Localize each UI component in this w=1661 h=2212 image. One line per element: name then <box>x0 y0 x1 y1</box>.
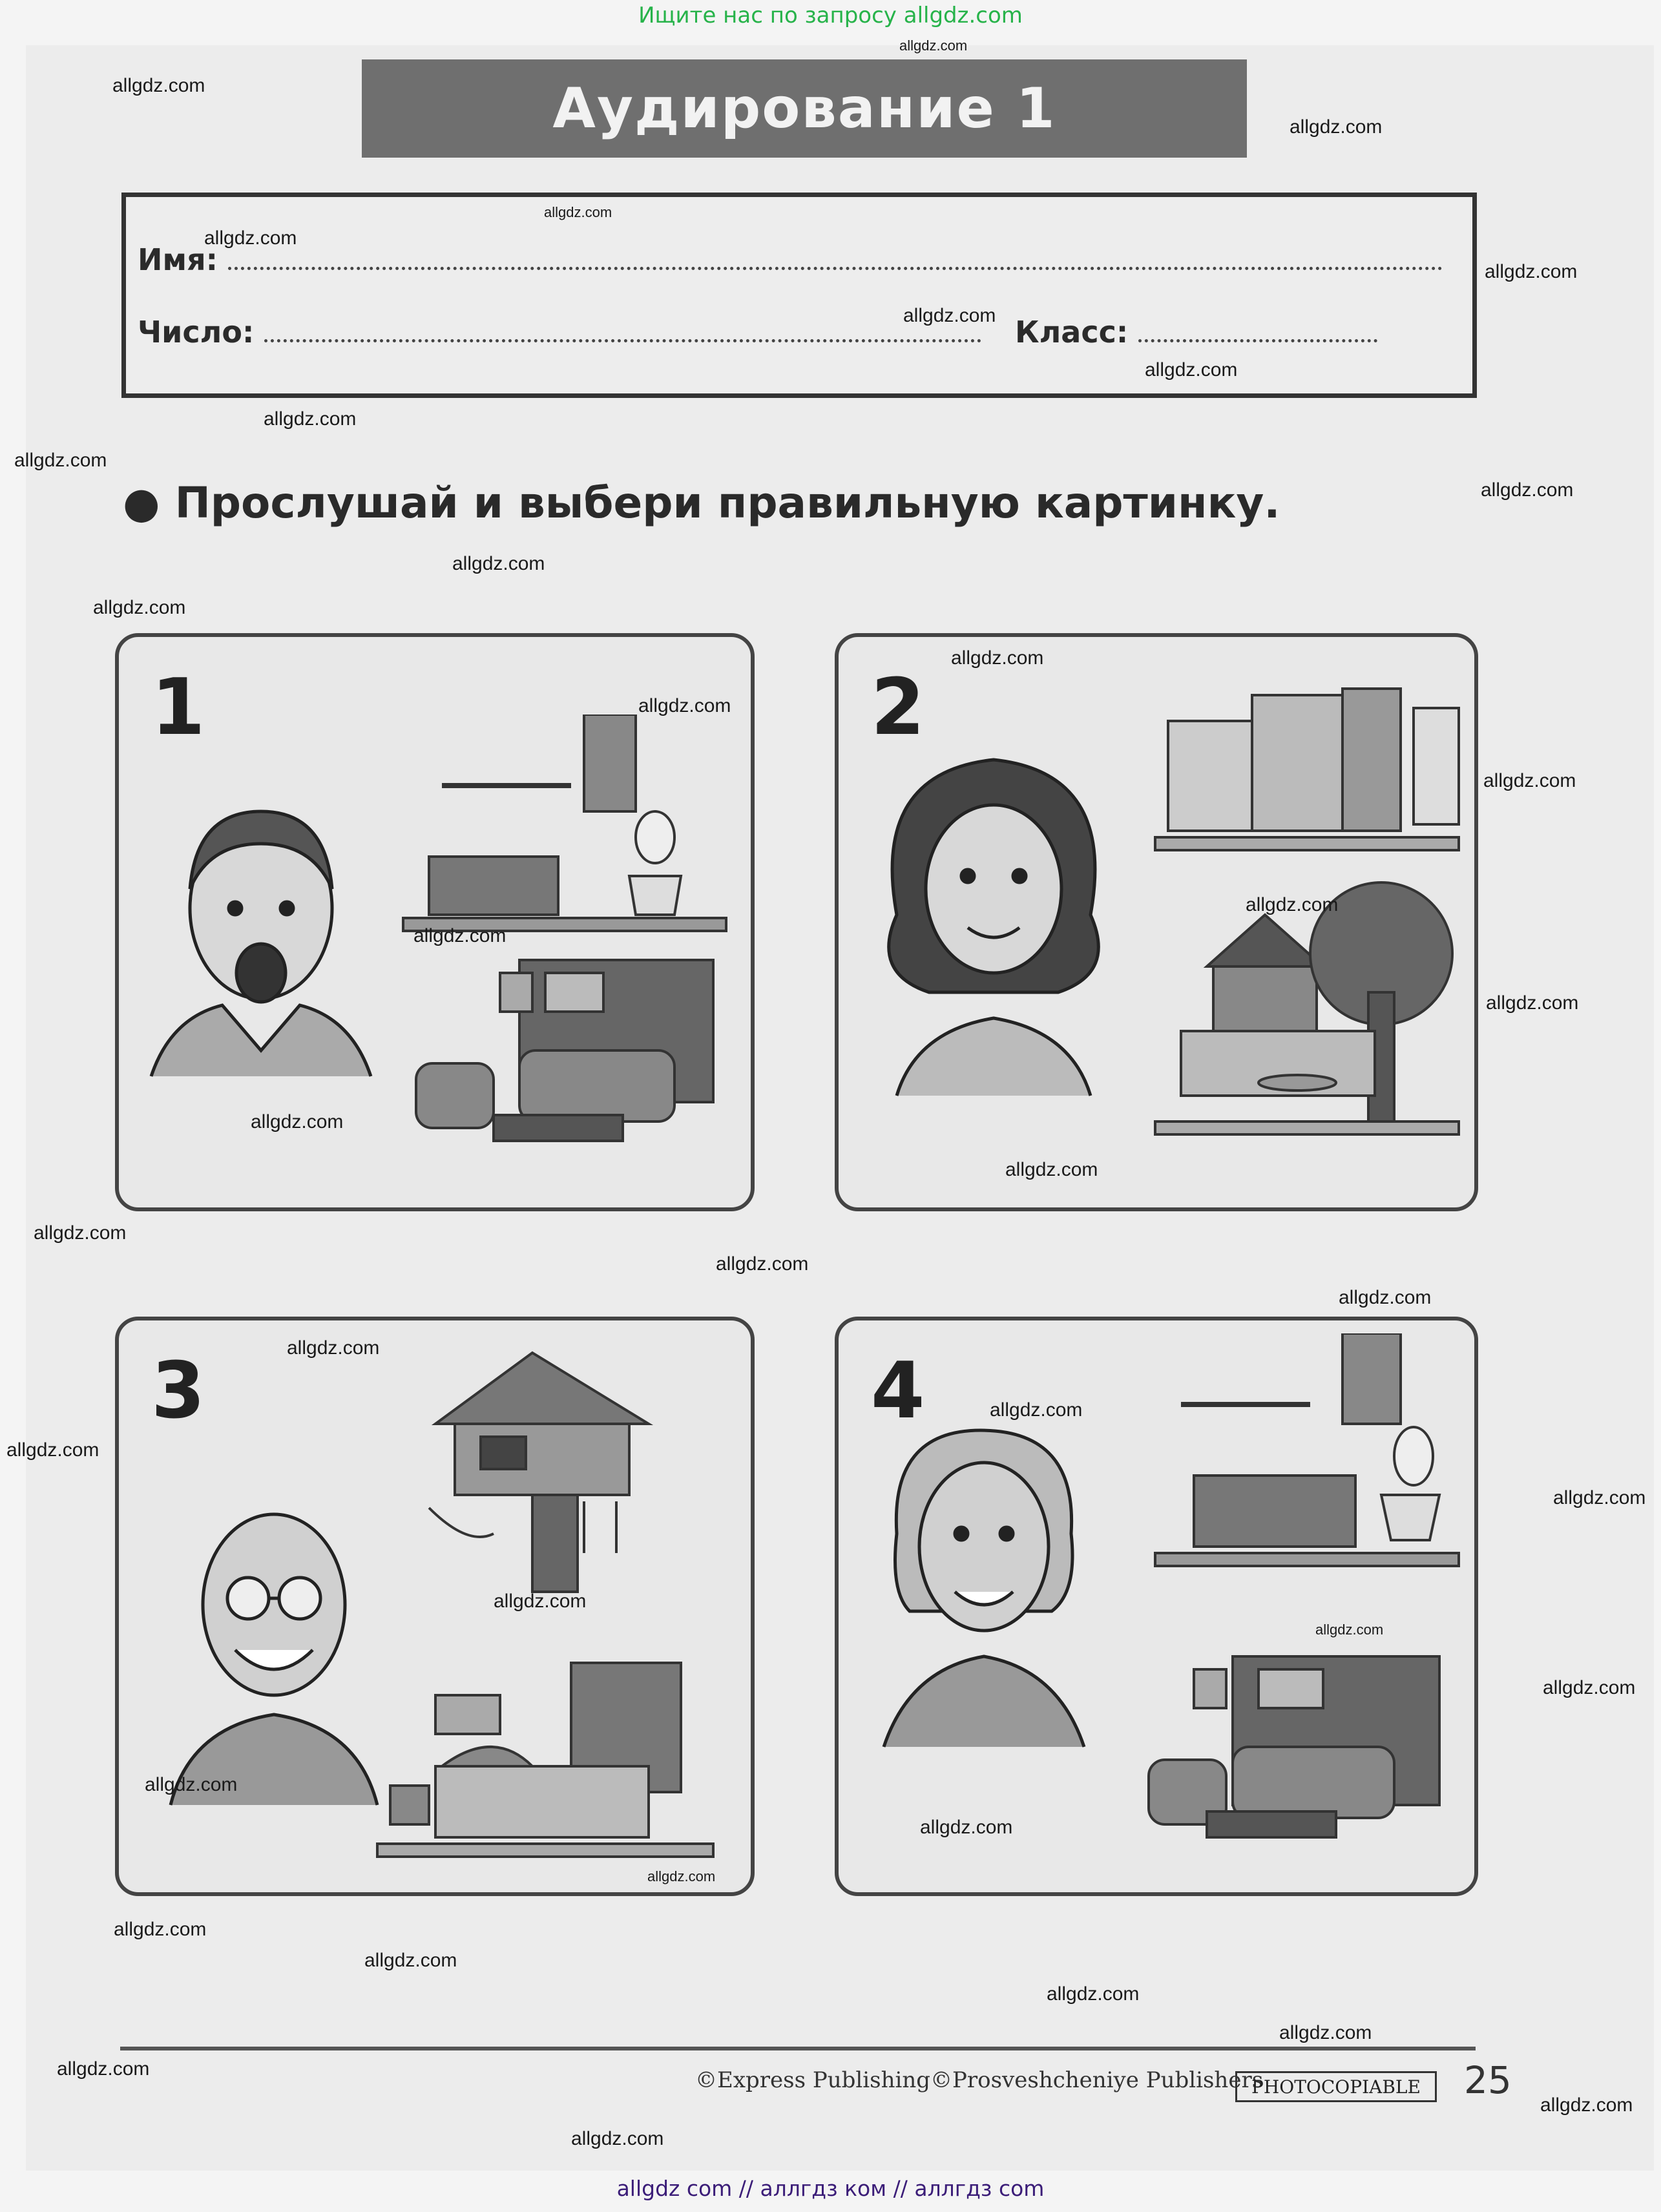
watermark: allgdz.com <box>1246 894 1339 915</box>
watermark: allgdz.com <box>1553 1487 1646 1508</box>
watermark: allgdz.com <box>990 1399 1083 1421</box>
watermark: allgdz.com <box>145 1774 238 1795</box>
watermark: allgdz.com <box>1540 2094 1633 2116</box>
name-label: Имя: <box>138 242 218 277</box>
card-number: 4 <box>871 1346 925 1436</box>
top-banner-link[interactable]: Ищите нас по запросу allgdz.com <box>638 3 1023 28</box>
publisher-credit-1: ©Express Publishing <box>695 2067 931 2093</box>
picture-card-3[interactable] <box>115 1317 755 1896</box>
watermark: allgdz.com <box>93 597 186 618</box>
picture-card-4[interactable] <box>835 1317 1478 1896</box>
watermark: allgdz.com <box>1145 359 1238 381</box>
page-number: 25 <box>1464 2058 1512 2102</box>
photocopiable-badge: PHOTOCOPIABLE <box>1235 2071 1437 2102</box>
watermark: allgdz.com <box>1315 1622 1384 1638</box>
kitchen-icon <box>1155 689 1459 850</box>
watermark: allgdz.com <box>14 450 107 471</box>
watermark: allgdz.com <box>544 204 612 220</box>
watermark: allgdz.com <box>1339 1287 1432 1308</box>
watermark: allgdz.com <box>1485 261 1578 282</box>
card-number: 3 <box>151 1346 205 1436</box>
watermark: allgdz.com <box>6 1439 99 1461</box>
picture-card-1[interactable] <box>115 633 755 1211</box>
class-field <box>1015 315 1377 350</box>
date-label: Число: <box>138 315 255 350</box>
publisher-credit-2: ©Prosveshcheniye Publishers <box>930 2067 1264 2093</box>
watermark: allgdz.com <box>1005 1159 1098 1180</box>
garden-house-icon <box>1155 882 1459 1134</box>
watermark: allgdz.com <box>251 1111 344 1132</box>
grandfather-treehouse-bedroom-illustration <box>132 1340 746 1889</box>
watermark: allgdz.com <box>452 553 545 574</box>
watermark: allgdz.com <box>114 1919 207 1940</box>
watermark: allgdz.com <box>920 1817 1013 1838</box>
watermark: allgdz.com <box>1290 116 1383 138</box>
class-line <box>1138 339 1377 342</box>
woman-face-icon <box>889 760 1099 1096</box>
watermark: allgdz.com <box>112 75 205 96</box>
name-field <box>138 242 1443 277</box>
watermark: allgdz.com <box>638 695 731 716</box>
student-info-box <box>121 193 1477 398</box>
man-face-icon <box>151 811 371 1076</box>
name-line <box>228 267 1443 270</box>
watermark: allgdz.com <box>287 1337 380 1359</box>
watermark: allgdz.com <box>1486 992 1579 1014</box>
watermark: allgdz.com <box>903 305 996 326</box>
watermark: allgdz.com <box>494 1591 587 1612</box>
watermark: allgdz.com <box>413 925 507 946</box>
bottom-links[interactable]: allgdz com // аллгдз ком // аллгдз com <box>616 2176 1045 2201</box>
card-number: 1 <box>151 663 205 753</box>
living-room-icon <box>1149 1656 1439 1837</box>
watermark: allgdz.com <box>204 227 297 249</box>
page-title: Аудирование 1 <box>362 59 1247 158</box>
footer-rule <box>120 2047 1476 2050</box>
instruction-text: ● Прослушай и выбери правильную картинку. <box>123 478 1280 528</box>
bathroom-icon <box>1155 1333 1459 1566</box>
watermark: allgdz.com <box>364 1950 457 1971</box>
watermark: allgdz.com <box>647 1868 716 1884</box>
card-number: 2 <box>871 663 925 753</box>
watermark: allgdz.com <box>716 1253 809 1275</box>
watermark: allgdz.com <box>1543 1677 1636 1698</box>
watermark: allgdz.com <box>899 37 968 54</box>
bathroom-icon <box>403 715 726 931</box>
treehouse-icon <box>429 1353 649 1592</box>
woman-kitchen-garden-illustration <box>845 669 1472 1205</box>
watermark: allgdz.com <box>1047 1983 1140 2005</box>
watermark: allgdz.com <box>34 1222 127 1244</box>
grandfather-face-icon <box>171 1514 377 1805</box>
date-line <box>264 339 981 342</box>
living-room-icon <box>416 960 713 1141</box>
watermark: allgdz.com <box>951 647 1044 669</box>
class-label: Класс: <box>1015 315 1129 350</box>
picture-card-2[interactable] <box>835 633 1478 1211</box>
grandmother-bathroom-livingroom-illustration <box>845 1333 1472 1889</box>
watermark: allgdz.com <box>1483 770 1576 791</box>
watermark: allgdz.com <box>264 408 357 430</box>
watermark: allgdz.com <box>1481 479 1574 501</box>
watermark: allgdz.com <box>571 2128 664 2149</box>
bedroom-icon <box>377 1663 713 1857</box>
watermark: allgdz.com <box>57 2058 150 2080</box>
man-bathroom-livingroom-illustration <box>132 715 746 1205</box>
grandmother-face-icon <box>884 1430 1084 1747</box>
date-field <box>138 315 981 350</box>
watermark: allgdz.com <box>1279 2022 1372 2043</box>
